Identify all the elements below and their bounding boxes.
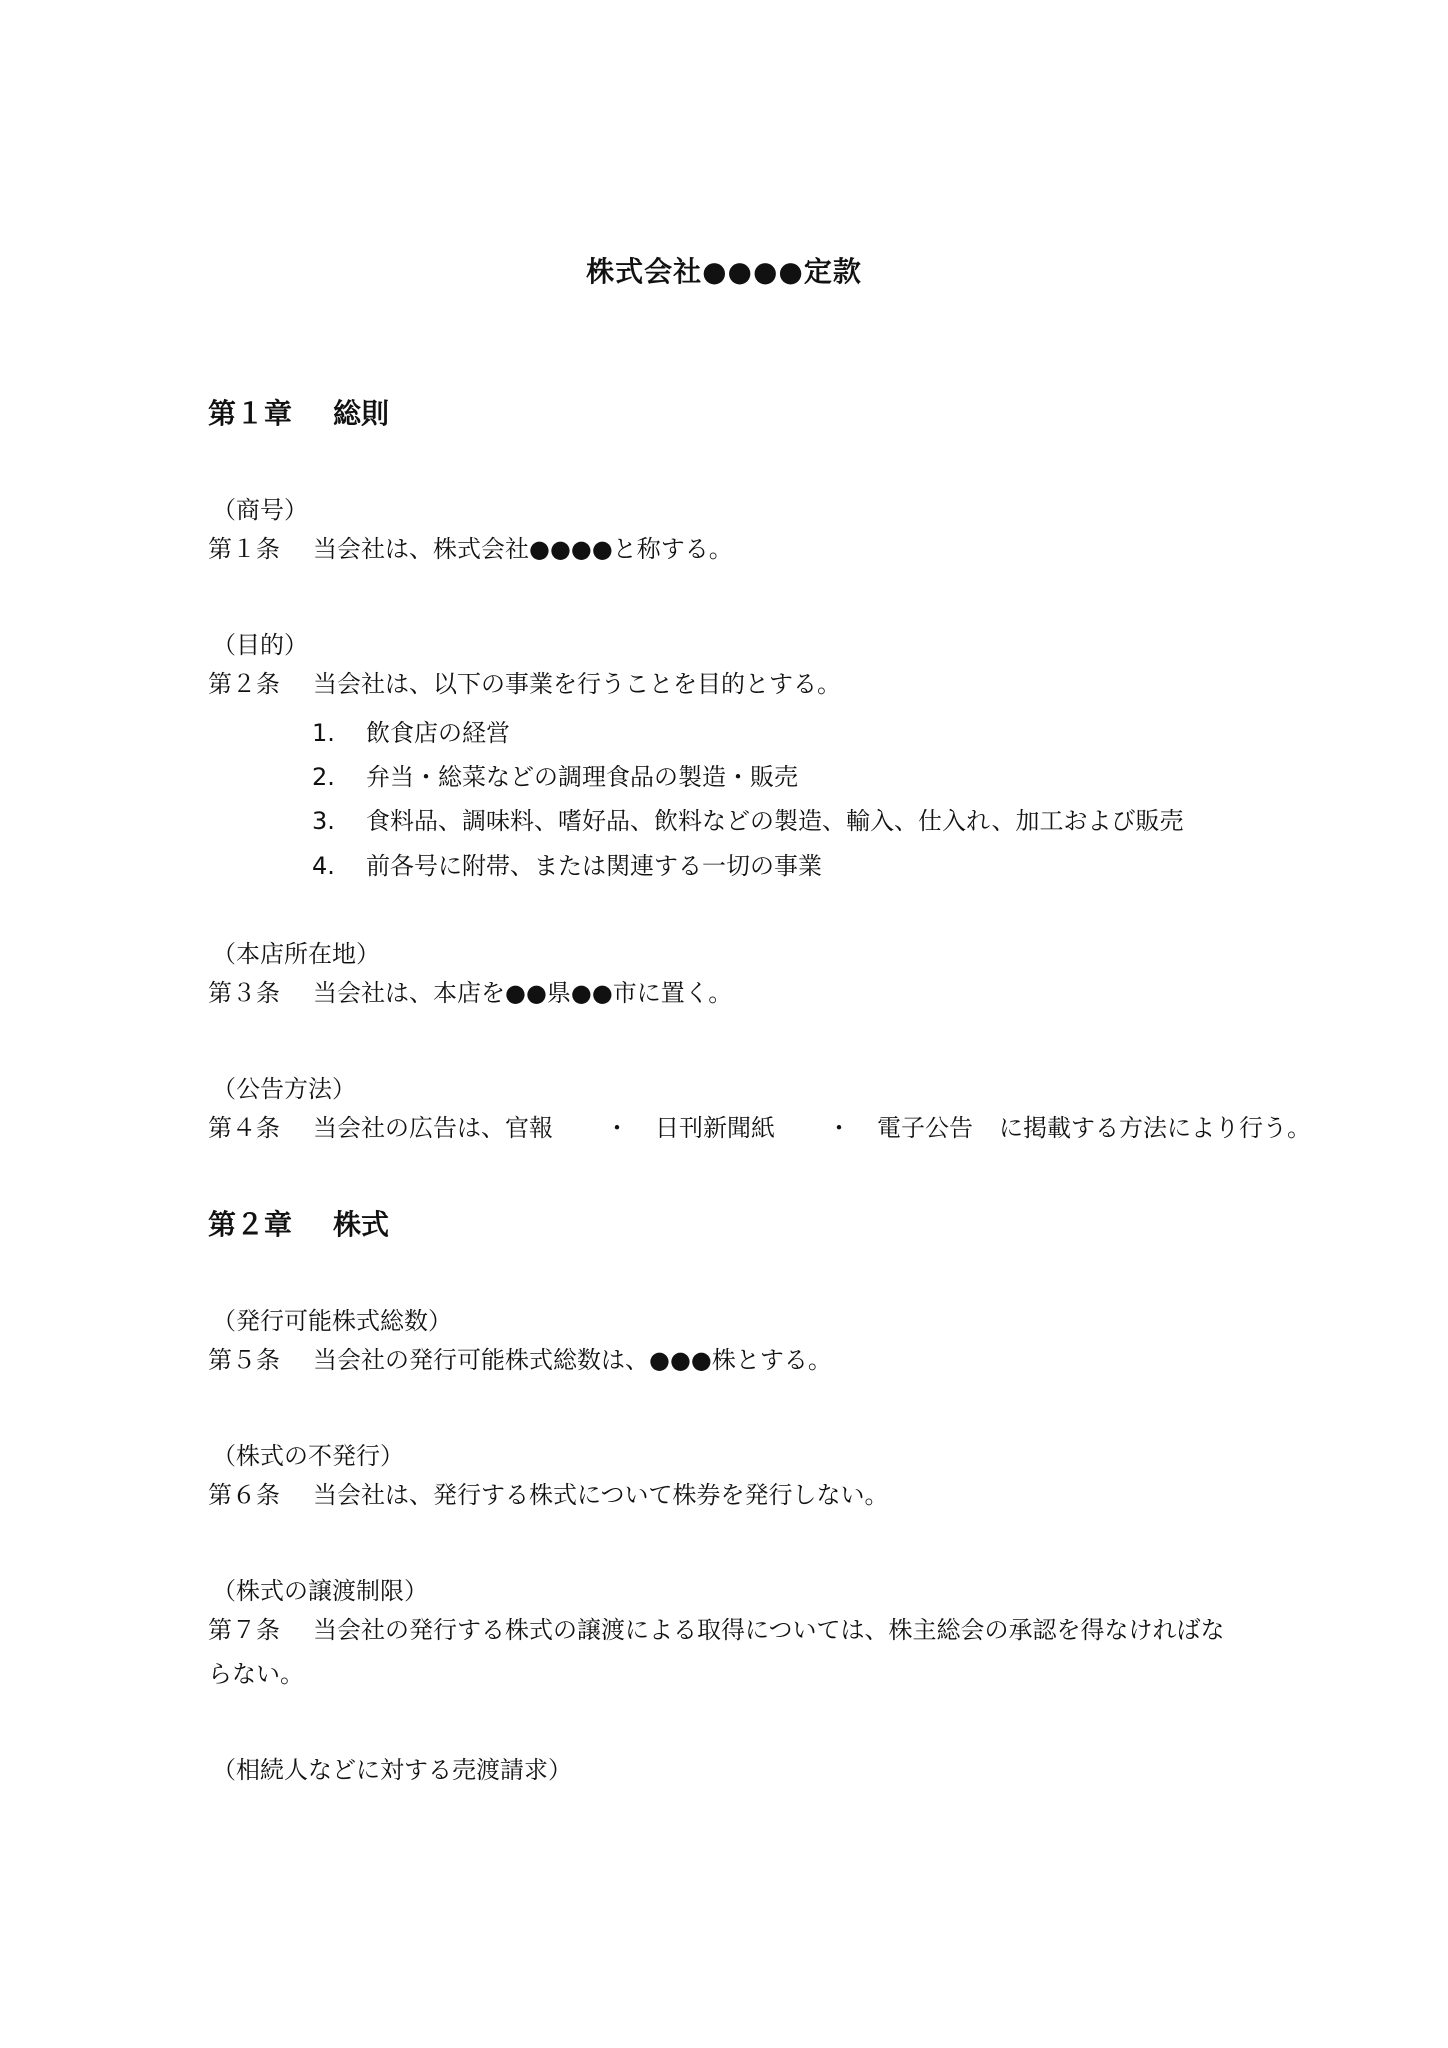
article-text-part: 日刊新聞紙 (655, 1114, 775, 1142)
list-item-number: 1. (312, 719, 335, 747)
article-number: 第５条 (208, 1346, 280, 1374)
article-number: 第７条 (208, 1616, 280, 1644)
article-text-part: 当会社の広告は、官報 (313, 1114, 553, 1142)
article-text: 当会社は、発行する株式について株券を発行しない。 (313, 1481, 889, 1509)
list-item (312, 713, 510, 748)
article-text: 当会社は、本店を●●県●●市に置く。 (313, 979, 733, 1007)
list-item-text: 飲食店の経営 (366, 719, 510, 747)
article-number: 第１条 (208, 535, 280, 563)
article-number: 第４条 (208, 1114, 280, 1142)
article-text: 当会社の発行可能株式総数は、●●●株とする。 (313, 1346, 832, 1374)
article-text-part: に掲載する方法により行う。 (999, 1114, 1311, 1142)
separator-dot: ・ (605, 1114, 629, 1142)
article-text: 当会社は、以下の事業を行うことを目的とする。 (313, 670, 841, 698)
article-caption: （商号） (212, 496, 308, 524)
list-item (312, 801, 1183, 836)
article (208, 1338, 1248, 1382)
list-item (312, 757, 798, 792)
article-caption: （株式の不発行） (212, 1442, 404, 1470)
article-text-part: 電子公告 (877, 1114, 973, 1142)
chapter-number: 第１章 (208, 397, 293, 430)
article (208, 1106, 1311, 1150)
list-item-text: 前各号に附帯、または関連する一切の事業 (366, 852, 822, 880)
list-item-text: 食料品、調味料、嗜好品、飲料などの製造、輸入、仕入れ、加工および販売 (366, 807, 1184, 835)
chapter-name: 株式 (333, 1208, 390, 1241)
chapter-number: 第２章 (208, 1208, 293, 1241)
chapter-heading (208, 1203, 389, 1243)
article (208, 1608, 1248, 1696)
article-number: 第２条 (208, 670, 280, 698)
chapter-name: 総則 (333, 397, 390, 430)
article (208, 662, 1248, 706)
article (208, 1473, 1248, 1517)
article-caption: （相続人などに対する売渡請求） (212, 1756, 572, 1784)
list-item-text: 弁当・総菜などの調理食品の製造・販売 (366, 763, 798, 791)
article-caption: （本店所在地） (212, 940, 380, 968)
document-title: 株式会社●●●●定款 (586, 255, 862, 288)
article-caption: （発行可能株式総数） (212, 1307, 452, 1335)
article (208, 527, 1248, 571)
chapter-heading (208, 392, 389, 432)
list-item (312, 846, 822, 881)
article-number: 第６条 (208, 1481, 280, 1509)
article-number: 第３条 (208, 979, 280, 1007)
list-item-number: 4. (312, 852, 335, 880)
article-caption: （目的） (212, 631, 308, 659)
list-item-number: 2. (312, 763, 335, 791)
separator-dot: ・ (827, 1114, 851, 1142)
article (208, 971, 1248, 1015)
article-caption: （公告方法） (212, 1075, 356, 1103)
article-caption: （株式の譲渡制限） (212, 1577, 428, 1605)
article-text: 当会社の発行する株式の譲渡による取得については、株主総会の承認を得なければならない。 (208, 1616, 1225, 1688)
list-item-number: 3. (312, 807, 335, 835)
article-text: 当会社は、株式会社●●●●と称する。 (313, 535, 733, 563)
